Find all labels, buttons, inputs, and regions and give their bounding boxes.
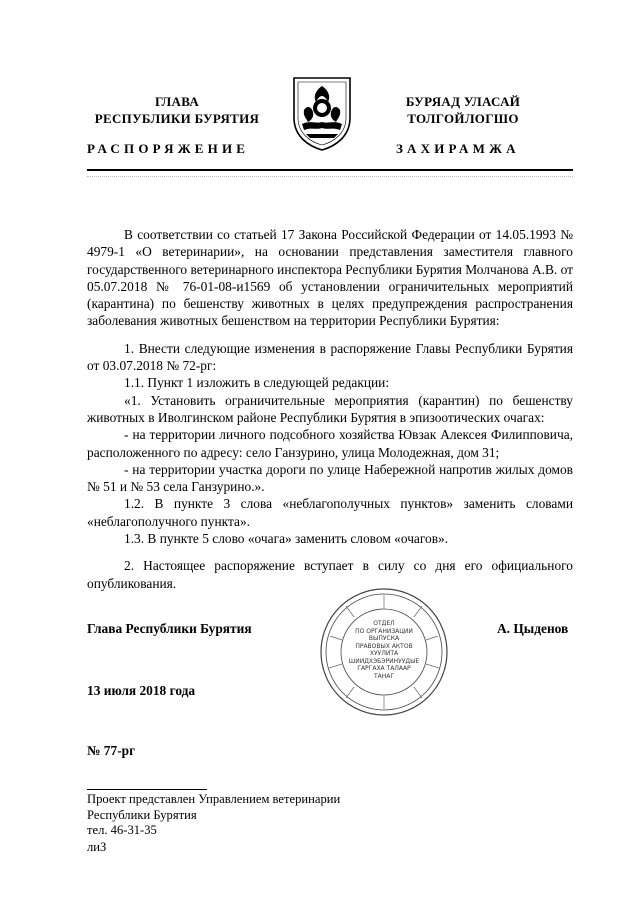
item-1-2: 1.2. В пункте 3 слова «неблагополучных пунктов» заменить словами «неблагополучного пункта». [87,496,573,529]
quoted-item: «1. Установить ограничительные мероприятия (карантин) по бешенству животных в Иволгинском районе Республики Бурятия в эпизоотических очагах: [87,392,573,425]
stamp-line-3: ВЫПУСКА [368,635,400,642]
signatory-position: Глава Республики Бурятия [87,621,252,636]
doc-type-bua: ЗАХИРАМЖА [396,141,520,156]
item-1-1: 1.1. Пункт 1 изложить в следующей редакции: [124,375,390,391]
signatory-name: А. Цыденов [497,621,569,636]
stamp-line-2: ПО ОРГАНИЗАЦИИ [355,627,413,635]
item-1-3: 1.3. В пункте 5 слово «очага» заменить словом «очагов». [124,531,449,547]
header-divider [87,169,573,171]
stamp-line-7: ГАРГАХА ТАЛААР [357,665,411,672]
issuer-left-line1: ГЛАВА [154,94,200,109]
header-dotted-line [87,176,573,177]
issuer-right-line1: БУРЯАД УЛАСАЙ [405,94,521,109]
dash-item-1: - на территории личного подсобного хозяйства Ювзак Алексея Филипповича, расположенного по адресу: село Гaнзурино, улица Молодежная, дом 31; [87,427,573,460]
document-number: № 77-рг [87,743,136,758]
stamp-line-8: ТАНАГ [373,672,395,680]
footer-line-1: Проект представлен Управлением ветеринарии [87,792,341,806]
item-1: 1. Внести следующие изменения в распоряжение Главы Республики Бурятия от 03.07.2018 № 72-рг: [87,340,573,374]
issuer-left-line2: РЕСПУБЛИКИ БУРЯТИЯ [94,111,260,126]
stamp-line-6: ШИИДХЭБЭРИНУУДЫЕ [348,657,420,665]
stamp-line-4: ПРАВОВЫХ АКТОВ [355,642,413,650]
preamble-paragraph: В соответствии со статьей 17 Закона Российской Федерации от 14.05.1993 № 4979-1 «О ветеринарии», на основании представления заместителя главного государственного ветеринарного инспектора Республики Бурятия Молчанова А.В. от 05.07.2018 № 76-01-08-и1569 об установлении ограничительных мероприятий (карантина) по бешенству животных в целях предупреждения распространения заболевания животных бешенством на территории Республики Бурятия: [87,227,573,329]
footer-note [87,792,340,839]
dash-item-2: - на территории участка дороги по улице Набережной напротив жилых домов № 51 и № 53 села Ганзурино.». [87,461,573,495]
document-date: 13 июля 2018 года [87,683,196,698]
coat-of-arms-emblem [286,72,358,152]
issuer-right-line2: ТОЛГОЙЛОГШО [407,111,519,126]
footer-line-3: тел. 46-31-35 [87,823,157,837]
doc-type-ru: РАСПОРЯЖЕНИЕ [87,141,250,156]
issuer-left [87,93,267,127]
footer-line-2: Республики Бурятия [87,807,197,822]
item-2: 2. Настоящее распоряжение вступает в силу со дня его официального опубликования. [87,558,573,591]
footer-divider [87,789,207,790]
official-stamp [318,586,450,718]
stamp-line-1: ОТДЕЛ [373,620,395,627]
stamp-line-5: ХУУЛИТА [369,650,399,657]
issuer-right [383,93,543,127]
document-body [87,226,573,592]
footer-initials: лиЗ [87,840,107,854]
